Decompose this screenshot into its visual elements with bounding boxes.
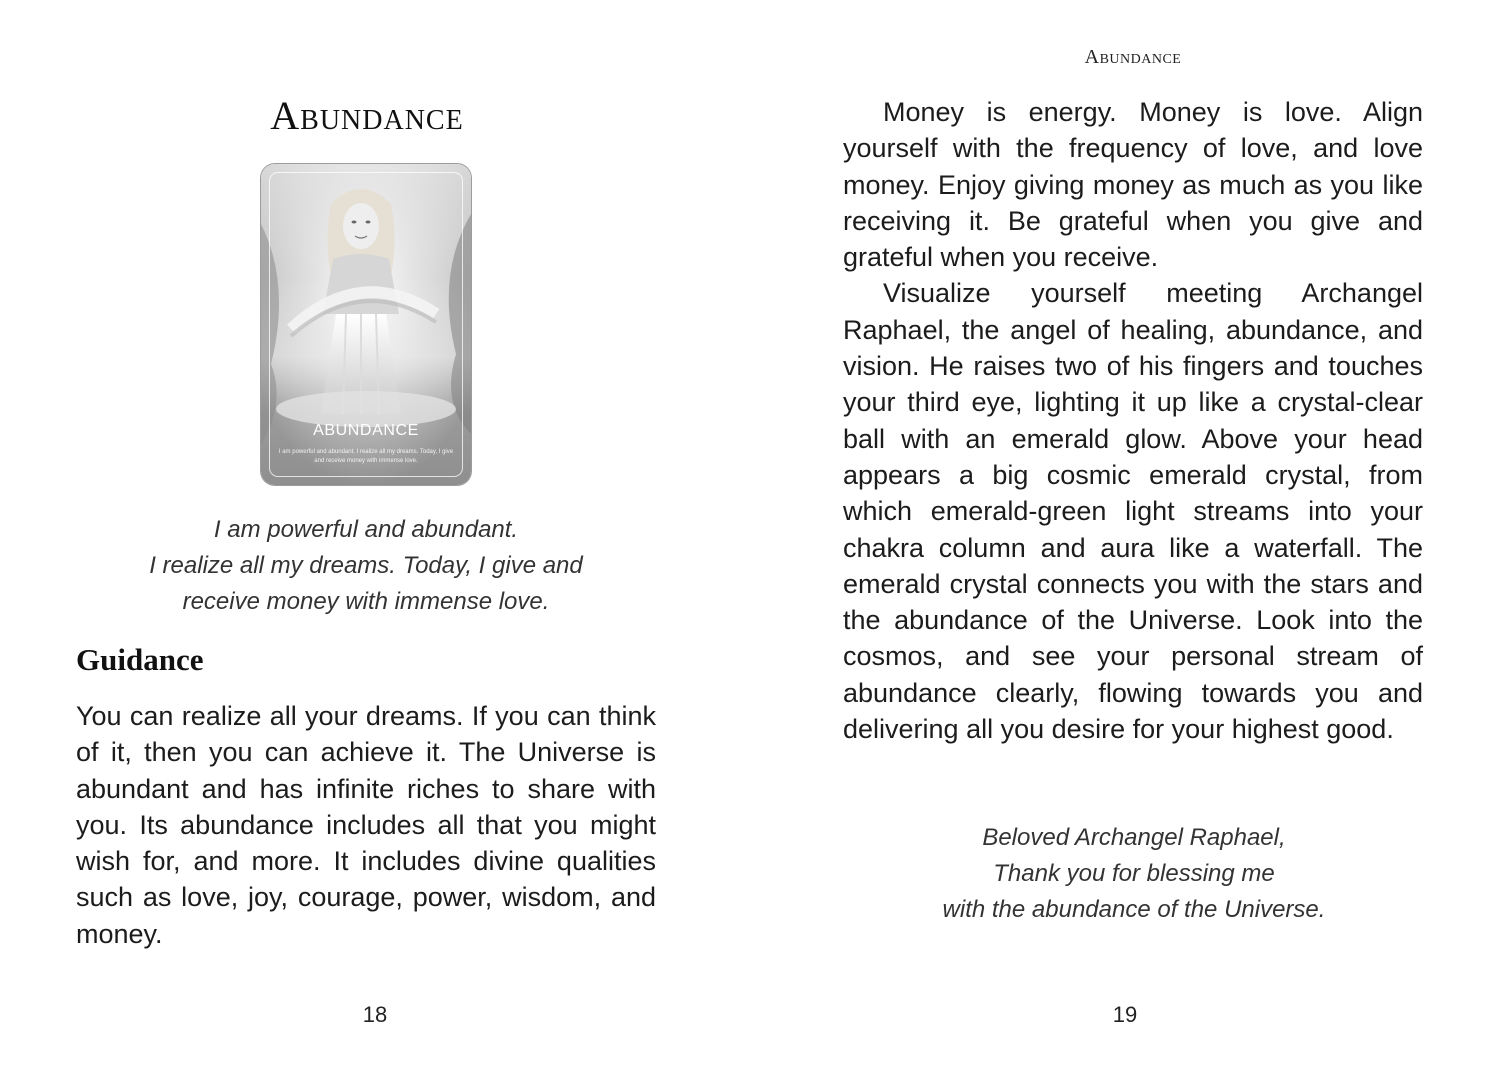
section-heading: Guidance: [76, 642, 204, 677]
card-label: ABUNDANCE: [313, 422, 419, 439]
paragraph: Visualize yourself meeting Archangel Raphael, the angel of healing, abundance, and vision. He raises two of his fingers and touches your third eye, lighting it up like a crystal-clear ball with an emerald glow. Above your head appears a big cosmic emerald crystal, from which emerald-green light streams into your chakra column and aura like a waterfall. The emerald crystal connects you with the stars and the abundance of the Universe. Look into the cosmos, and see your personal stream of abundance clearly, flowing towards you and delivering all you desire for your highest good.: [843, 278, 1423, 745]
prayer-line: with the abundance of the Universe.: [942, 896, 1326, 923]
guidance-paragraph: [76, 698, 656, 952]
right-page-body: [843, 94, 1423, 747]
prayer-line: Thank you for blessing me: [993, 860, 1275, 887]
page-number: 18: [362, 1002, 388, 1027]
page-number: 19: [1112, 1002, 1138, 1027]
paragraph: Money is energy. Money is love. Align yourself with the frequency of love, and love money. Enjoy giving money as much as you like receiving it. Be grateful when you give and grateful when you receive.: [843, 97, 1423, 273]
oracle-card-image: [261, 164, 471, 485]
affirmation-line: I am powerful and abundant.: [213, 516, 519, 543]
prayer: [860, 820, 1408, 928]
paragraph: You can realize all your dreams. If you can think of it, then you can achieve it. The Universe is abundant and has infinite riches to share with you. Its abundance includes all that you might wish for, and more. It includes divine qualities such as love, joy, courage, power, wisdom, and money.: [76, 701, 656, 949]
affirmation-line: I realize all my dreams. Today, I give and: [149, 552, 583, 579]
affirmation-line: receive money with immense love.: [182, 588, 550, 615]
chapter-title: Abundance: [270, 93, 464, 138]
prayer-line: Beloved Archangel Raphael,: [982, 824, 1286, 851]
running-head: Abundance: [1084, 46, 1182, 68]
affirmation: [70, 512, 662, 620]
card-affirmation: I am powerful and abundant. I realize all my dreams. Today, I give and receive money with immense love.: [278, 449, 454, 464]
